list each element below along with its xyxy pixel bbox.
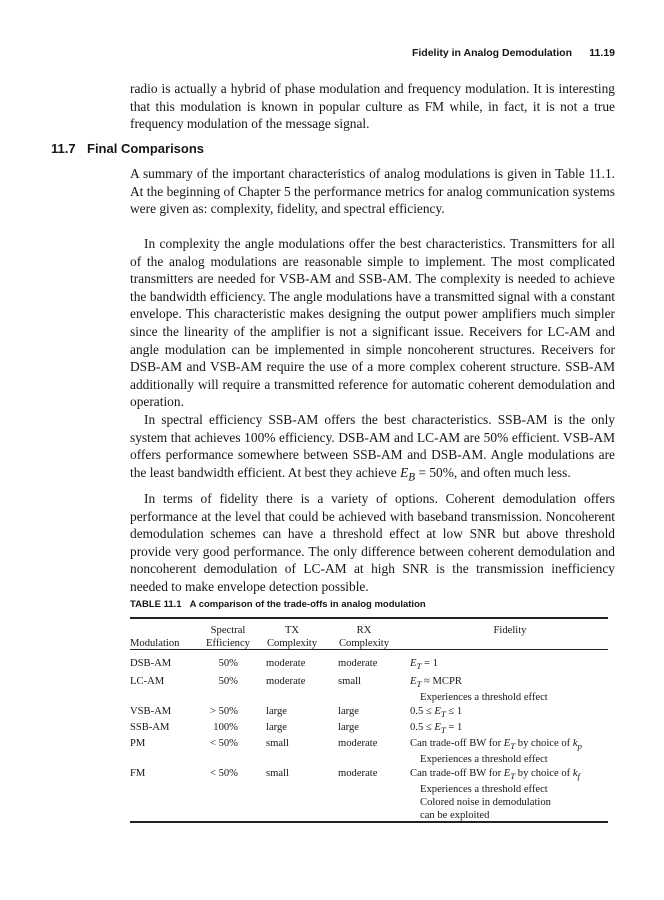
section-number: 11.7 xyxy=(51,141,76,156)
cell-rx-complexity: large xyxy=(338,722,359,733)
p3-text-before: In spectral efficiency SSB-AM offers the best characteristics. SSB-AM is the only system that achieves 100% efficiency. DSB-AM and LC-AM are 50% efficient. VSB-AM offers performance somewhere between SSB-AM and DSB-AM. Angle modulations are the least bandwidth efficient. At best they achieve xyxy=(130,412,615,480)
cell-efficiency: 50% xyxy=(218,658,238,669)
fidelity-var: $E_T$ xyxy=(410,676,422,690)
fidelity-note: Experiences a threshold effect xyxy=(420,784,548,796)
cell-fidelity xyxy=(410,721,615,737)
cell-rx-complexity: moderate xyxy=(338,768,378,779)
header-modulation: Modulation xyxy=(130,638,180,649)
cell-tx-complexity: moderate xyxy=(266,658,306,669)
fidelity-var-sub: T xyxy=(440,725,446,736)
fidelity-line xyxy=(410,767,615,783)
table-caption-text: A comparison of the trade-offs in analog modulation xyxy=(189,599,426,610)
fidelity-post: = 1 xyxy=(421,658,438,669)
fidelity-k: $k_f$ xyxy=(572,768,580,782)
cell-modulation: VSB-AM xyxy=(130,706,172,717)
cell-tx-complexity: moderate xyxy=(266,676,306,687)
fidelity-var: $E_T$ xyxy=(503,768,516,782)
page-number: 11.19 xyxy=(589,47,615,59)
cell-modulation: DSB-AM xyxy=(130,658,172,669)
intro-paragraph: radio is actually a hybrid of phase modulation and frequency modulation. It is interesting that this modulation is known in popular culture as FM while, in fact, it is not a true frequency modulation of the message signal. xyxy=(130,81,615,132)
fidelity-pre: 0.5 ≤ xyxy=(410,722,435,733)
cell-fidelity xyxy=(410,657,615,673)
fidelity-var: $E_T$ xyxy=(503,738,516,752)
cell-modulation: FM xyxy=(130,768,146,779)
p3-math-var: E xyxy=(400,464,409,480)
fidelity-note: Experiences a threshold effect xyxy=(420,754,548,766)
running-title: Fidelity in Analog Demodulation xyxy=(411,47,572,59)
header-rx-1: RX xyxy=(356,625,372,636)
fidelity-k-sub: p xyxy=(577,741,582,752)
fidelity-var: $E_T$ xyxy=(434,722,446,736)
fidelity-post: by choice of xyxy=(515,738,573,749)
cell-tx-complexity: large xyxy=(266,722,287,733)
cell-efficiency: < 50% xyxy=(209,768,238,779)
fidelity-line xyxy=(410,737,615,753)
cell-efficiency: < 50% xyxy=(209,738,238,749)
table-caption xyxy=(130,599,615,610)
fidelity-post: ≈ MCPR xyxy=(421,676,462,687)
fidelity-var-sub: T xyxy=(416,661,422,672)
fidelity-pre: Can trade-off BW for xyxy=(410,768,504,779)
cell-modulation: PM xyxy=(130,738,146,749)
table-top-rule xyxy=(130,617,608,619)
cell-modulation: LC-AM xyxy=(130,676,165,687)
cell-tx-complexity: large xyxy=(266,706,287,717)
header-tx-1: TX xyxy=(284,625,300,636)
section-title: Final Comparisons xyxy=(87,141,205,156)
fidelity-post: = 1 xyxy=(445,722,463,733)
cell-efficiency: 100% xyxy=(213,722,238,733)
header-efficiency-2: Efficiency xyxy=(206,638,250,649)
p3-math-sub: B xyxy=(408,471,416,484)
paragraph-spectral-efficiency xyxy=(130,411,615,487)
running-header xyxy=(130,47,615,63)
fidelity-k: $k_p$ xyxy=(572,738,582,752)
cell-rx-complexity: large xyxy=(338,706,359,717)
cell-tx-complexity: small xyxy=(266,738,289,749)
section-heading xyxy=(51,141,204,156)
fidelity-note: can be exploited xyxy=(420,810,490,822)
paragraph-fidelity: In terms of fidelity there is a variety of options. Coherent demodulation offers performance at the level that could be achieved with baseband transmission. Noncoherent demodulation schemes can have a threshold effect at low SNR but above threshold provide very good performance. The only difference between coherent demodulation and noncoherent demodulation of LC-AM at high SNR is the transmission inefficiency needed to make envelope detection possible. xyxy=(130,491,615,594)
cell-rx-complexity: moderate xyxy=(338,658,378,669)
fidelity-note: Colored noise in demodulation xyxy=(420,797,551,809)
fidelity-line xyxy=(410,705,615,721)
p3-text-after: = 50%, and often much less. xyxy=(415,464,571,480)
fidelity-var-sub: T xyxy=(510,771,516,782)
fidelity-var: $E_T$ xyxy=(434,706,446,720)
cell-fidelity xyxy=(410,705,615,721)
fidelity-k-sub: f xyxy=(577,771,580,782)
fidelity-post: by choice of xyxy=(515,768,573,779)
cell-modulation: SSB-AM xyxy=(130,722,170,733)
fidelity-var-sub: T xyxy=(510,741,516,752)
cell-fidelity xyxy=(410,767,615,822)
cell-tx-complexity: small xyxy=(266,768,289,779)
fidelity-line xyxy=(410,721,615,737)
cell-efficiency: > 50% xyxy=(209,706,238,717)
p3-math-e xyxy=(400,464,416,484)
fidelity-pre: 0.5 ≤ xyxy=(410,706,435,717)
fidelity-post: ≤ 1 xyxy=(445,706,463,717)
cell-fidelity xyxy=(410,675,615,704)
table-label: TABLE 11.1 xyxy=(130,599,182,610)
cell-fidelity xyxy=(410,737,615,766)
fidelity-pre: Can trade-off BW for xyxy=(410,738,504,749)
header-fidelity: Fidelity xyxy=(493,625,527,636)
header-efficiency-1: Spectral xyxy=(210,625,246,636)
paragraph-complexity: In complexity the angle modulations offer the best characteristics. Transmitters for all of the analog modulations are reasonable simple to implement. The most complicated transmitters are needed for VSB-AM and SSB-AM. The complexity is needed to achieve the bandwidth efficiency. The angle modulations have a transmitted signal with a constant envelope. This characteristic makes designing the output power amplifiers much simpler since the linearity of the amplifier is not a significant issue. Receivers for LC-AM and angle modulation can be implemented in simple noncoherent structures. Receivers for DSB-AM and VSB-AM require the use of a more complex coherent structure. SSB-AM additionally will require a transmitted reference for automatic coherent demodulation and operation. xyxy=(130,236,615,410)
fidelity-var-sub: T xyxy=(416,679,422,690)
paragraph-summary: A summary of the important characteristics of analog modulations is given in Table 11.1. At the beginning of Chapter 5 the performance metrics for analog communication systems were given as: complexity, fidelity, and spectral efficiency. xyxy=(130,166,615,217)
cell-rx-complexity: small xyxy=(338,676,361,687)
header-rx-2: Complexity xyxy=(338,638,390,649)
fidelity-var: $E_T$ xyxy=(410,658,422,672)
fidelity-line xyxy=(410,657,615,673)
header-tx-2: Complexity xyxy=(266,638,318,649)
fidelity-line xyxy=(410,675,615,691)
cell-efficiency: 50% xyxy=(218,676,238,687)
cell-rx-complexity: moderate xyxy=(338,738,378,749)
fidelity-note: Experiences a threshold effect xyxy=(420,692,548,704)
fidelity-var-sub: T xyxy=(440,709,446,720)
